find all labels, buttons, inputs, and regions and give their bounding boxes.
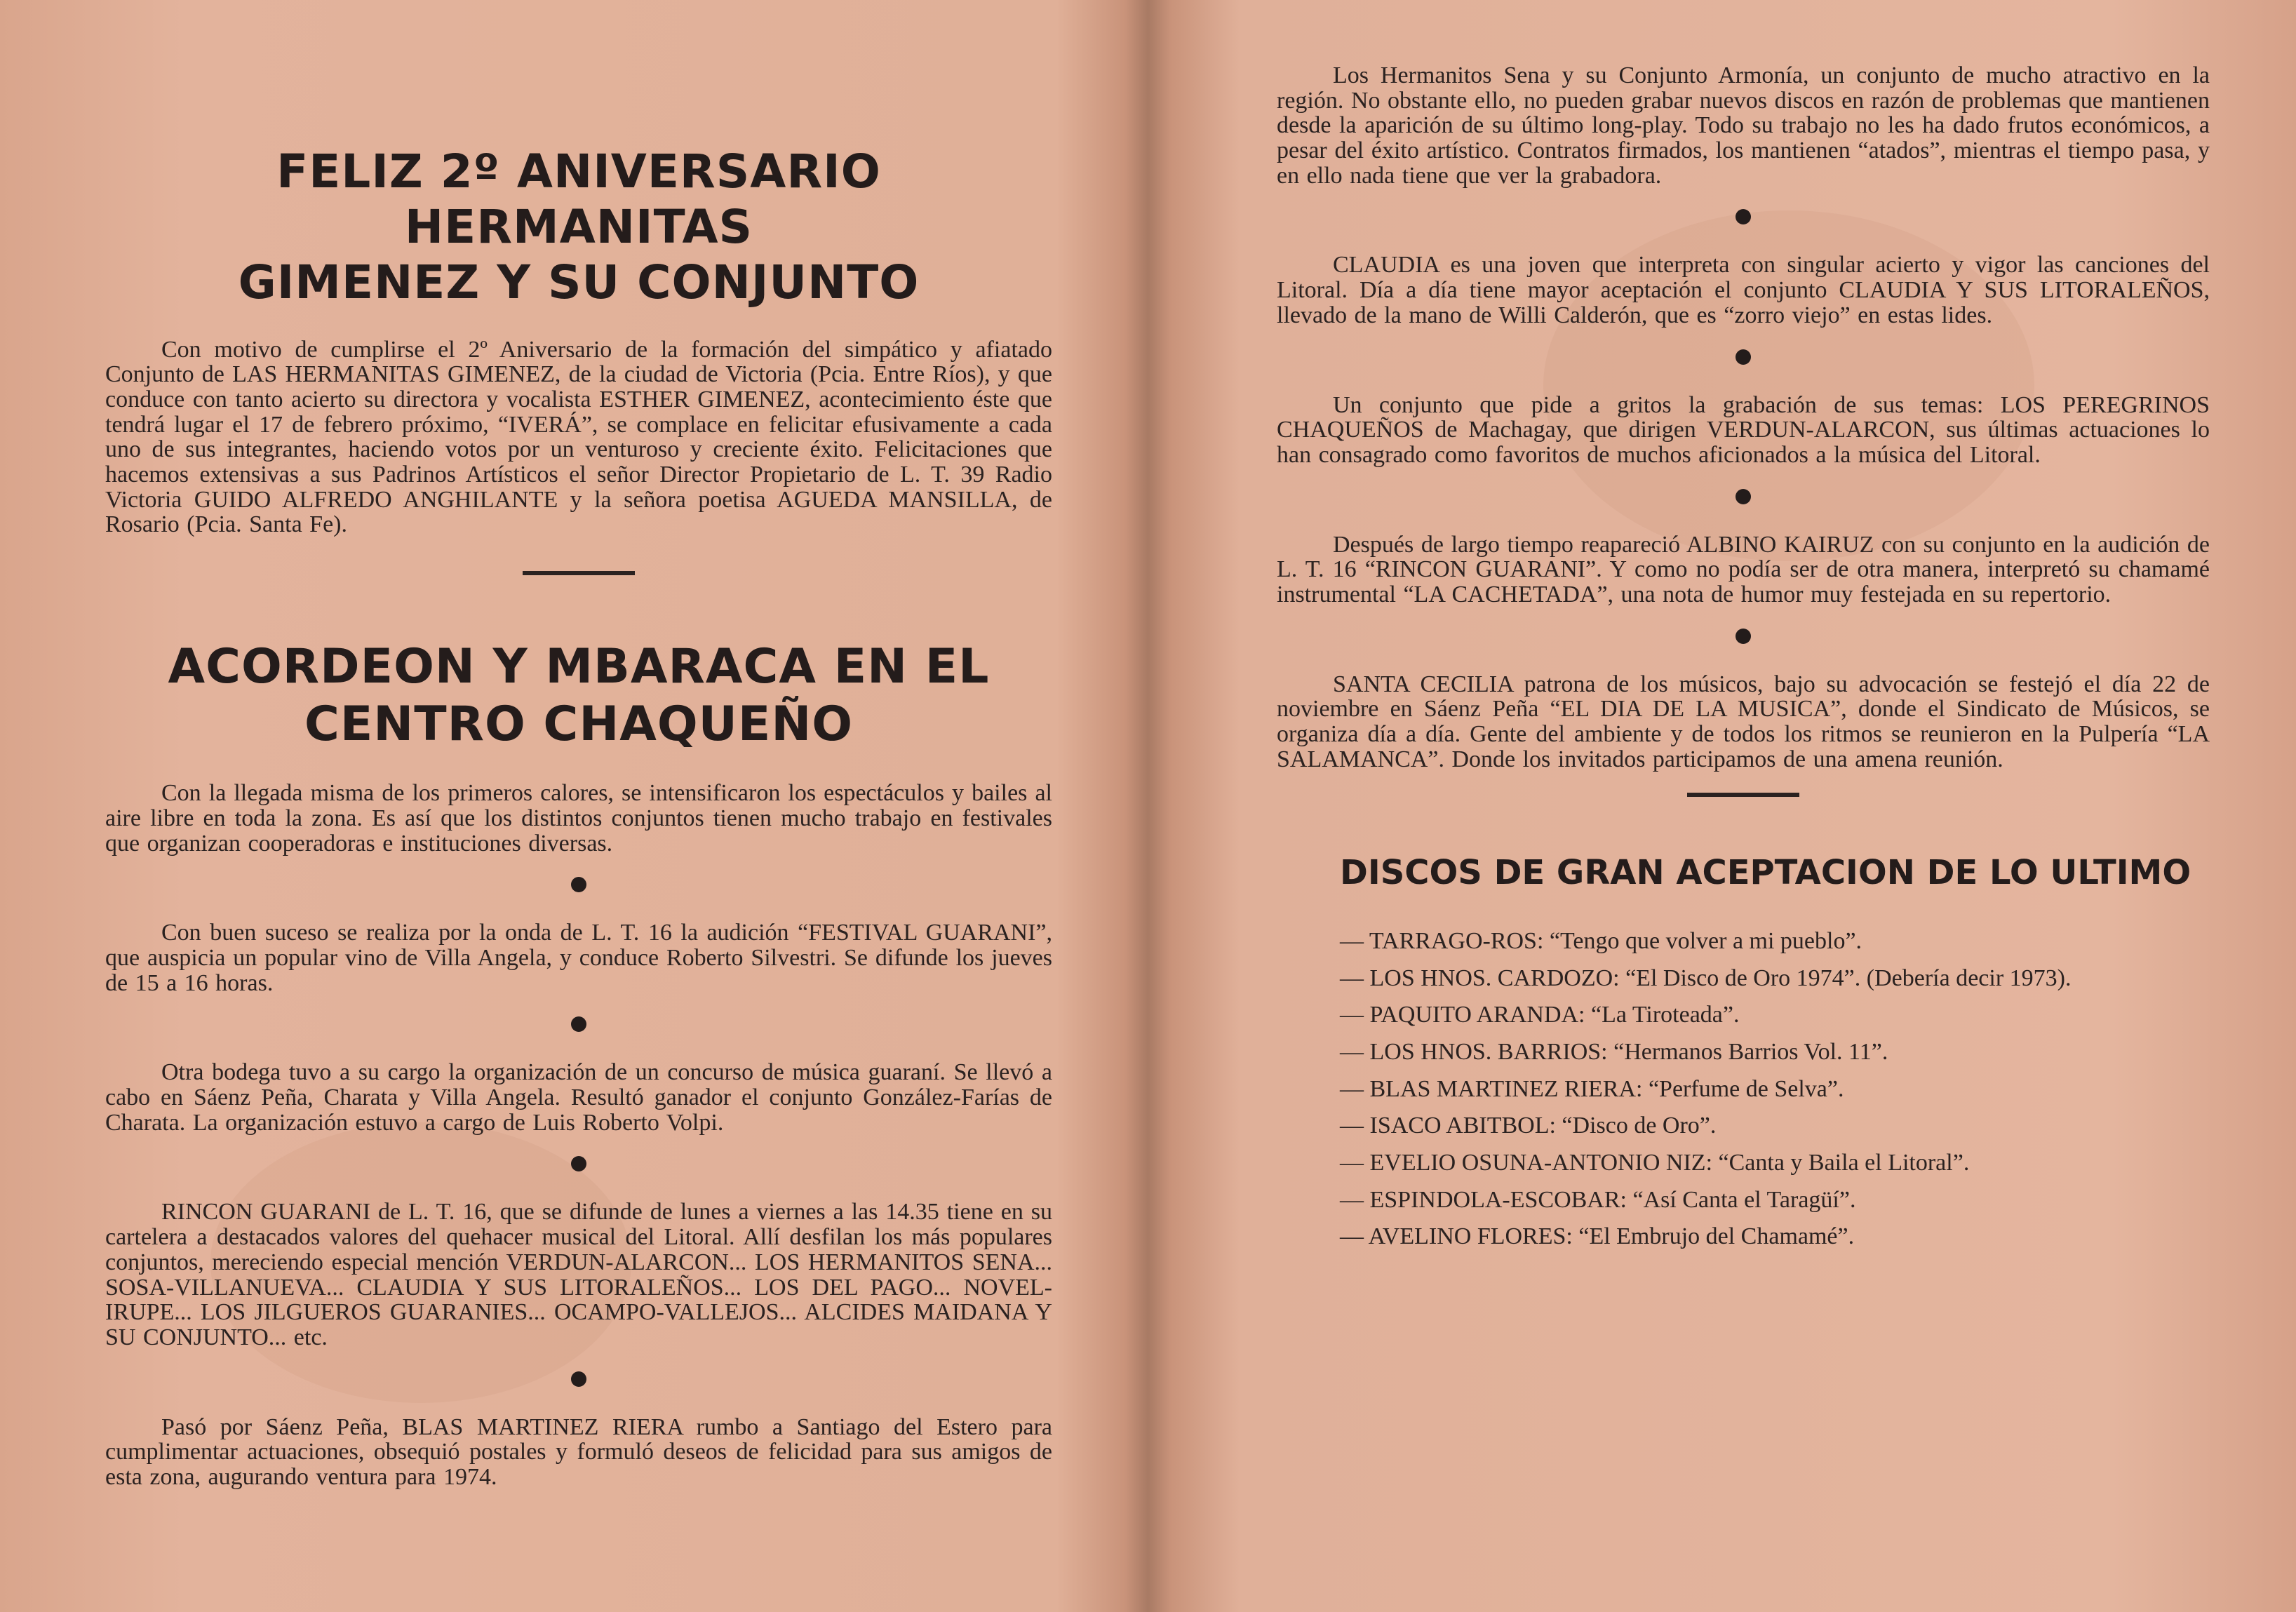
article-title-aniversario [105,144,1052,311]
article-paragraph: Con buen suceso se realiza por la onda de L. T. 16 la audición “FESTIVAL GUARANI”, que auspicia un popular vino de Villa Angela, y conduce Roberto Silvestri. Se difunde los jueves de 15 a 16 horas. [105,920,1052,996]
title-line: FELIZ 2º ANIVERSARIO HERMANITAS [276,145,881,255]
right-column [1277,63,2210,1261]
bullet-separator [571,1371,586,1387]
disc-item: — LOS HNOS. CARDOZO: “El Disco de Oro 1974”. (Debería decir 1973). [1340,965,2072,991]
news-paragraph: Los Hermanitos Sena y su Conjunto Armonía, un conjunto de mucho atractivo en la región. No obstante ello, no pueden grabar nuevos discos en razón de problemas que mantienen desde la aparición de su último long-play. Todo su trabajo no les ha dado frutos económicos, a pesar del éxito artístico. Contratos firmados, los mantienen “atados”, mientras el tiempo pasa, y en ello nada tiene que ver la grabadora. [1277,62,2210,189]
right-page [1150,0,2296,1612]
bullet-separator [571,877,586,892]
divider-rule [1687,793,1799,797]
news-paragraph: SANTA CECILIA patrona de los músicos, bajo su advocación se festejó el día 22 de noviembre en Sáenz Peña “EL DIA DE LA MUSICA”, donde el Sindicato de Músicos, se organiza día a día. Gente del ambiente y de todos los ritmos se reunieron en la Pulpería “LA SALAMANCA”. Donde los invitados participamos de una amena reunión. [1277,671,2210,772]
article-paragraph: RINCON GUARANI de L. T. 16, que se difunde de lunes a viernes a las 14.35 tiene en su cartelera a destacados valores del quehacer musical del Litoral. Allí desfilan los más populares conjuntos, mereciendo especial mención VERDUN-ALARCON... LOS HERMANITOS SENA... SOSA-VILLANUEVA... CLAUDIA Y SUS LITORALEÑOS... LOS DEL PAGO... NOVEL-IRUPE... LOS JILGUEROS GUARANIES... OCAMPO-VALLEJOS... ALCIDES MAIDANA Y SU CONJUNTO... etc. [105,1199,1052,1350]
bullet-separator [1736,629,1751,644]
bullet-separator [1736,209,1751,224]
news-paragraph: Después de largo tiempo reapareció ALBINO KAIRUZ con su conjunto en la audición de L. T. 16 “RINCON GUARANI”. Y como no podía ser de otra manera, interpretó su chamamé instrumental “LA CACHETADA”, una nota de humor muy festejada en su repertorio. [1277,531,2210,607]
news-paragraph: CLAUDIA es una joven que interpreta con singular acierto y vigor las canciones del Litoral. Día a día tiene mayor aceptación el conjunto CLAUDIA Y SUS LITORALEÑOS, llevado de la mano de Willi Calderón, que es “zorro viejo” en estas lides. [1277,252,2210,328]
disc-item: — PAQUITO ARANDA: “La Tiroteada”. [1340,1002,1740,1028]
title-line: ACORDEON Y MBARACA EN EL [168,639,990,695]
article-paragraph: Pasó por Sáenz Peña, BLAS MARTINEZ RIERA rumbo a Santiago del Estero para cumplimentar actuaciones, obsequió postales y formuló deseos de felicidad para sus amigos de esta zona, augurando ventura para 1974. [105,1413,1052,1490]
discos-title: DISCOS DE GRAN ACEPTACION DE LO ULTIMO [1340,853,2191,893]
title-line: GIMENEZ Y SU CONJUNTO [238,255,920,310]
article-title-acordeon [105,638,1052,753]
article-paragraph: Con la llegada misma de los primeros calores, se intensificaron los espectáculos y bailes al aire libre en toda la zona. Es así que los distintos conjuntos tienen mucho trabajo en festivales que organizan cooperadoras e instituciones diversas. [105,780,1052,857]
disc-item: — LOS HNOS. BARRIOS: “Hermanos Barrios Vol. 11”. [1340,1039,1888,1066]
discos-list [1340,929,2210,1249]
bullet-separator [571,1156,586,1171]
article-body: Con motivo de cumplirse el 2º Aniversario de la formación del simpático y afiatado Conjunto de LAS HERMANITAS GIMENEZ, de la ciudad de Victoria (Pcia. Entre Ríos), y que conduce con tanto acierto su directora y vocalista ESTHER GIMENEZ, acontecimiento éste que tendrá lugar el 17 de febrero próximo, “IVERÁ”, se complace en felicitar efusivamente a cada uno de sus integrantes, haciendo votos por un venturoso y creciente éxito. Felicitaciones que hacemos extensivas a sus Padrinos Artísticos el señor Director Propietario de L. T. 39 Radio Victoria GUIDO ALFREDO ANGHILANTE y la señora poetisa AGUEDA MANSILLA, de Rosario (Pcia. Santa Fe). [105,336,1052,538]
bullet-separator [1736,489,1751,504]
left-page [0,0,1136,1612]
disc-item: — ESPINDOLA-ESCOBAR: “Así Canta el Taragüí”. [1340,1186,1856,1213]
disc-item: — TARRAGO-ROS: “Tengo que volver a mi pueblo”. [1340,927,1862,954]
disc-item: — AVELINO FLORES: “El Embrujo del Chamamé”. [1340,1223,1855,1250]
bullet-separator [1736,349,1751,365]
left-column [105,144,1052,1490]
divider-rule [523,571,635,575]
disc-item: — ISACO ABITBOL: “Disco de Oro”. [1340,1113,1717,1139]
disc-item: — BLAS MARTINEZ RIERA: “Perfume de Selva”. [1340,1075,1844,1102]
title-line: CENTRO CHAQUEÑO [304,696,854,752]
disc-item: — EVELIO OSUNA-ANTONIO NIZ: “Canta y Baila el Litoral”. [1340,1150,1970,1176]
bullet-separator [571,1016,586,1032]
news-paragraph: Un conjunto que pide a gritos la grabación de sus temas: LOS PEREGRINOS CHAQUEÑOS de Machagay, que dirigen VERDUN-ALARCON, sus últimas actuaciones lo han consagrado como favoritos de muchos aficionados a la música del Litoral. [1277,391,2210,468]
article-paragraph: Otra bodega tuvo a su cargo la organización de un concurso de música guaraní. Se llevó a cabo en Sáenz Peña, Charata y Villa Angela. Resultó ganador el conjunto González-Farías de Charata. La organización estuvo a cargo de Luis Roberto Volpi. [105,1059,1052,1136]
